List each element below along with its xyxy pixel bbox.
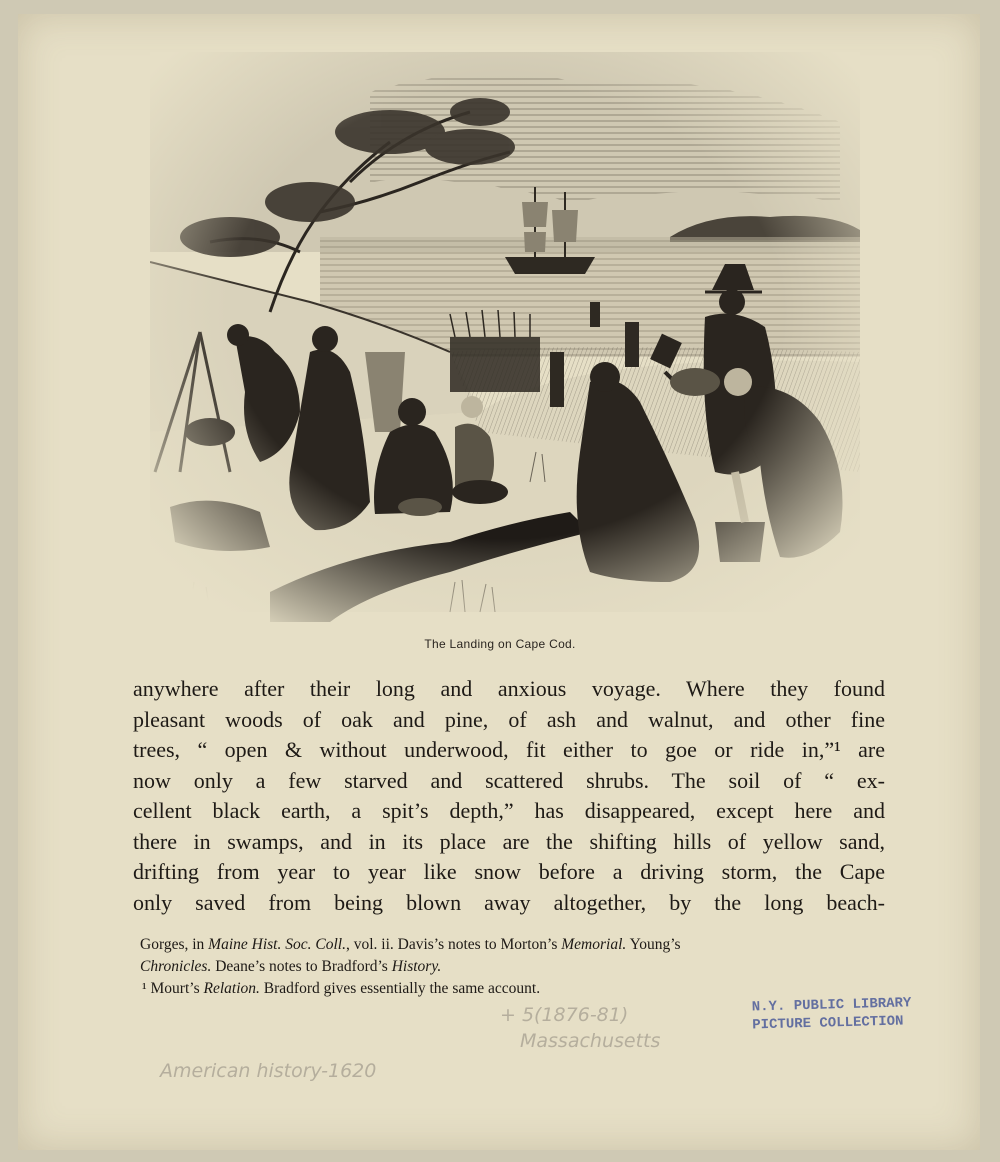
library-stamp	[752, 994, 943, 1035]
footnote-text: Bradford gives essentially the same account.	[259, 980, 541, 997]
footnote-line	[140, 934, 900, 956]
footnote-line	[140, 956, 900, 978]
footnote-title: Chronicles.	[140, 958, 212, 975]
footnote-title: Maine Hist. Soc. Coll.	[208, 936, 346, 953]
illustration-caption: The Landing on Cape Cod.	[424, 637, 576, 651]
body-line: now only a few starved and scattered shrubs. The soil of “ ex-	[133, 767, 885, 793]
body-line: pleasant woods of oak and pine, of ash and walnut, and other fine	[133, 706, 885, 732]
footnote-title: History.	[391, 958, 442, 975]
body-line: only saved from being blown away altogether, by the long beach-	[133, 889, 885, 915]
footnote-text: , vol. ii. Davis’s notes to Morton’s	[345, 936, 562, 953]
footnote-text: Deane’s notes to Bradford’s	[211, 958, 392, 975]
footnote-text: Gorges, in	[140, 936, 209, 953]
footnote-title: Memorial.	[561, 936, 627, 953]
engraving-illustration	[150, 52, 860, 632]
body-line: cellent black earth, a spit’s depth,” has disappeared, except here and	[133, 798, 885, 823]
footnote-text: ¹ Mourt’s	[142, 980, 204, 997]
pencil-place-note: Massachusetts	[520, 1030, 661, 1052]
body-line: trees, “ open & without underwood, fit either to goe or ride in,”¹ are	[133, 737, 885, 762]
pencil-subject-note: American history-1620	[160, 1060, 377, 1082]
footnote-text: Young’s	[626, 936, 681, 953]
body-line: anywhere after their long and anxious voyage. Where they found	[133, 676, 885, 701]
stamp-line: PICTURE COLLECTION	[752, 1013, 904, 1034]
pencil-date-note: + 5(1876-81)	[500, 1004, 629, 1026]
body-text	[133, 674, 885, 918]
footnote-title: Relation.	[203, 980, 260, 997]
body-line: there in swamps, and in its place are the shifting hills of yellow sand,	[133, 828, 885, 854]
footnotes	[140, 934, 900, 1000]
body-line: drifting from year to year like snow before a driving storm, the Cape	[133, 859, 885, 884]
stamp-line: N.Y. PUBLIC LIBRARY	[751, 995, 912, 1016]
